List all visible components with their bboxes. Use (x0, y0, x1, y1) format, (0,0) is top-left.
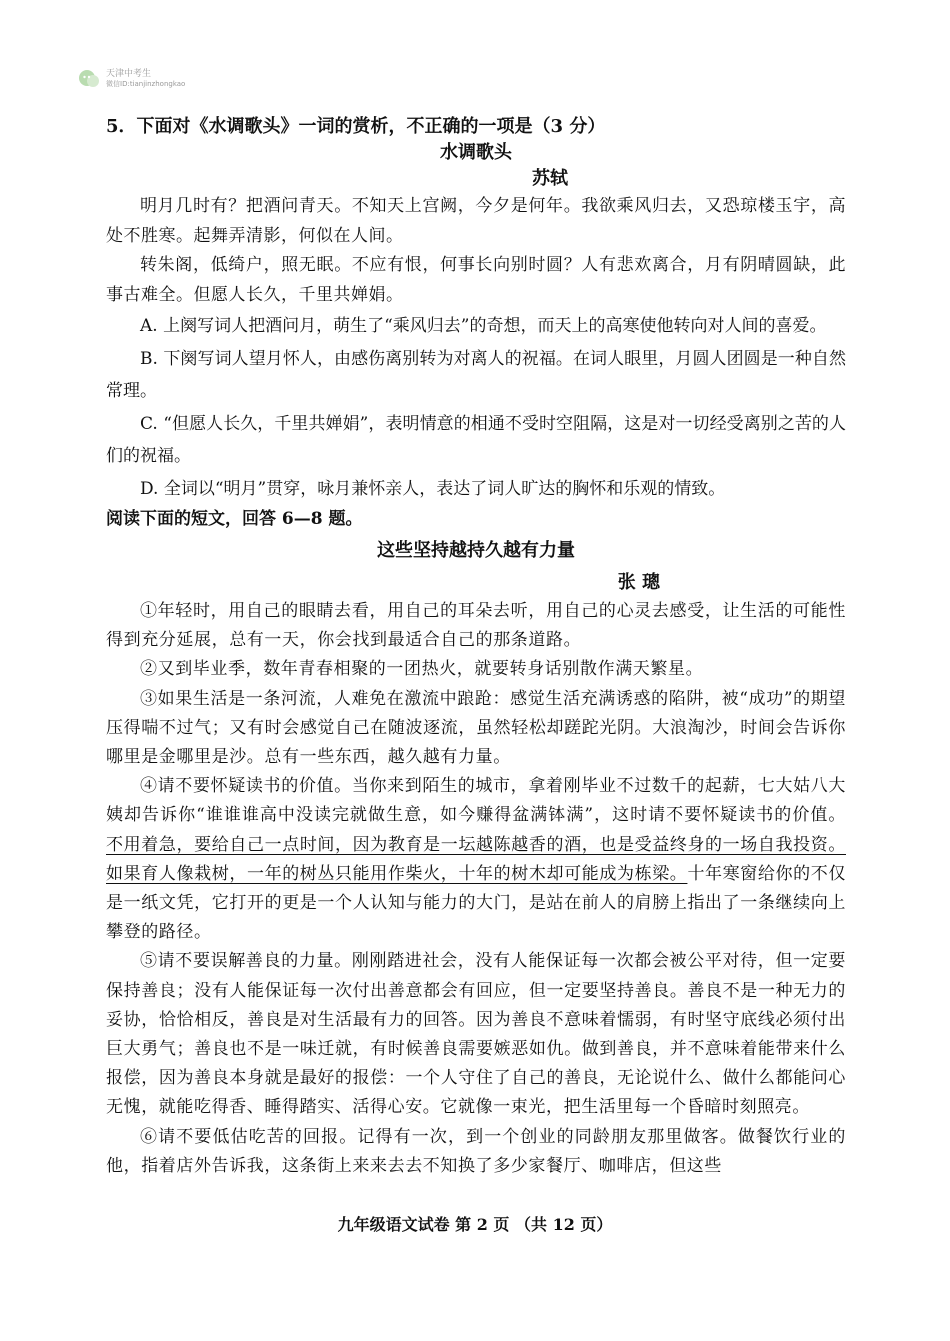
option-c: C. “但愿人长久，千里共婵娟”，表明情意的相通不受时空阻隔，这是对一切经受离别之苦的人们的祝福。 (106, 413, 846, 466)
paragraph-4-end: 十年寒窗给你的不仅是一纸文凭，它打开的更是一个人认知与能力的大门，是站在前人的肩膀上指出了一条继续向上攀登的路径。 (106, 863, 846, 943)
watermark-line2: 微信ID:tianjinzhongkao (106, 80, 186, 88)
page-footer: 九年级语文试卷 第 2 页 （共 12 页） (337, 1215, 613, 1234)
paragraph-1: ①年轻时，用自己的眼睛去看，用自己的耳朵去听，用自己的心灵去感受，让生活的可能性得到充分延展，总有一天，你会找到最适合自己的那条道路。 (106, 601, 846, 651)
reading-instruction: 阅读下面的短文，回答 6—8 题。 (106, 509, 363, 529)
underlined-sentence: 不用着急，要给自己一点时间，因为教育是一坛越陈越香的酒，也是受益终身的一场自我投资。如果育人像栽树，一年的树丛只能用作柴火，十年的树木却可能成为栋梁。 (106, 834, 846, 884)
article-author: 张 璁 (617, 572, 660, 593)
paragraph-3: ③如果生活是一条河流，人难免在激流中踉跄：感觉生活充满诱惑的陷阱，被“成功”的期望压得喘不过气；又有时会感觉自己在随波逐流，虽然轻松却蹉跎光阴。大浪淘沙，时间会告诉你哪里是金哪里是沙。总有一些东西，越久越有力量。 (106, 688, 846, 768)
question-5-options (106, 310, 846, 505)
paragraph-5: ⑤请不要误解善良的力量。刚刚踏进社会，没有人能保证每一次都会被公平对待，但一定要保持善良；没有人能保证每一次付出善意都会有回应，但一定要坚持善良。善良不是一种无力的妥协，恰恰相反，善良是对生活最有力的回答。因为善良不意味着懦弱，有时坚守底线必须付出巨大勇气；善良也不是一味迁就，有时候善良需要嫉恶如仇。做到善良，并不意味着能带来什么报偿，因为善良本身就是最好的报偿：一个人守住了自己的善良，无论说什么、做什么都能问心无愧，就能吃得香、睡得踏实、活得心安。它就像一束光，把生活里每一个昏暗时刻照亮。 (106, 951, 846, 1118)
paragraph-4 (106, 772, 846, 947)
paragraph-4-start: ④请不要怀疑读书的价值。当你来到陌生的城市，拿着刚毕业不过数千的起薪，七大姑八大姨却告诉你“谁谁谁高中没读完就做生意，如今赚得盆满钵满”，这时请不要怀疑读书的价值。 (106, 776, 846, 826)
chat-bubble-logo-icon (78, 68, 100, 90)
question-5-stem: 5．下面对《水调歌头》一词的赏析，不正确的一项是（3 分） (106, 116, 606, 137)
poem-stanza-2: 转朱阁，低绮户，照无眠。不应有恨，何事长向别时圆？人有悲欢离合，月有阴晴圆缺，此事古难全。但愿人长久，千里共婵娟。 (106, 255, 846, 305)
paragraph-6: ⑥请不要低估吃苦的回报。记得有一次，到一个创业的同龄朋友那里做客。做餐饮行业的他，指着店外告诉我，这条街上来来去去不知换了多少家餐厅、咖啡店，但这些 (106, 1126, 846, 1176)
option-d: D. 全词以“明月”贯穿，咏月兼怀亲人，表达了词人旷达的胸怀和乐观的情致。 (140, 478, 726, 499)
paragraph-2: ②又到毕业季，数年青春相聚的一团热火，就要转身话别散作满天繁星。 (140, 659, 704, 680)
poem-author: 苏轼 (532, 168, 568, 189)
article-body (106, 597, 846, 1181)
poem-stanza-1: 明月几时有？把酒问青天。不知天上宫阙，今夕是何年。我欲乘风归去，又恐琼楼玉宇，高处不胜寒。起舞弄清影，何似在人间。 (106, 196, 846, 246)
watermark-line1: 天津中考生 (106, 69, 152, 79)
watermark (78, 68, 185, 90)
poem-body (106, 192, 846, 310)
article-title: 这些坚持越持久越有力量 (377, 540, 575, 561)
option-a: A. 上阕写词人把酒问月，萌生了“乘风归去”的奇想，而天上的高寒使他转向对人间的喜爱。 (140, 316, 827, 336)
watermark-text (106, 69, 185, 89)
page-content (106, 114, 846, 1181)
option-b: B. 下阕写词人望月怀人，由感伤离别转为对离人的祝福。在词人眼里，月圆人团圆是一种自然常理。 (106, 348, 846, 401)
poem-title: 水调歌头 (440, 142, 512, 163)
